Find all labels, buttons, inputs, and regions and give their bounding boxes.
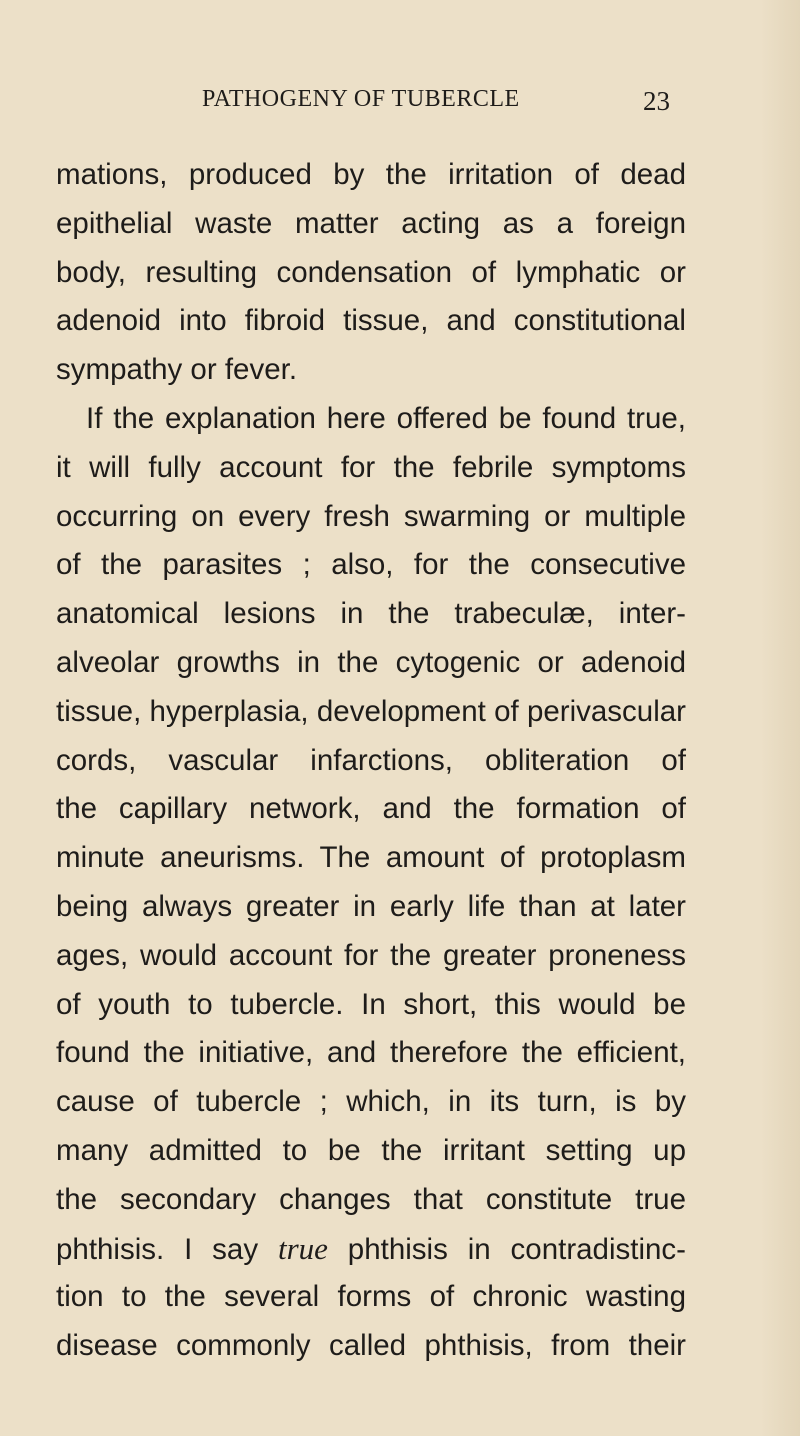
text-line: mations, produced by the irritation of dead bbox=[56, 158, 686, 191]
text-line: the capillary network, and the formation of bbox=[56, 792, 686, 826]
text-line: tion to the several forms of chronic wasting bbox=[56, 1280, 686, 1314]
text-line: occurring on every fresh swarming or multiple bbox=[56, 499, 686, 533]
text-line: being always greater in early life than at later bbox=[56, 889, 686, 923]
text-line: of youth to tubercle. In short, this would be bbox=[56, 987, 686, 1021]
text-line: the secondary changes that constitute true bbox=[56, 1182, 686, 1216]
text-fragment: phthisis in contradistinc- bbox=[327, 1232, 686, 1266]
text-line: epithelial waste matter acting as a foreign bbox=[56, 206, 686, 240]
page-number: 23 bbox=[643, 86, 670, 116]
text-line: body, resulting condensation of lymphatic or bbox=[56, 255, 686, 289]
text-line: tissue, hyperplasia, development of perivascular bbox=[56, 694, 686, 728]
italic-emphasis: true bbox=[277, 1230, 328, 1266]
text-line-with-italic bbox=[56, 1225, 686, 1274]
text-line: cords, vascular infarctions, obliteration of bbox=[56, 743, 686, 777]
text-fragment: phthisis. I say bbox=[56, 1232, 278, 1266]
text-line: anatomical lesions in the trabeculæ, inter- bbox=[56, 597, 686, 631]
text-line: adenoid into fibroid tissue, and constitutional bbox=[56, 304, 686, 338]
text-line: many admitted to be the irritant setting up bbox=[56, 1133, 686, 1167]
running-head bbox=[0, 86, 800, 126]
body-text bbox=[56, 151, 686, 1371]
text-line: minute aneurisms. The amount of protoplasm bbox=[56, 841, 686, 875]
text-line: disease commonly called phthisis, from their bbox=[56, 1329, 686, 1363]
text-line: ages, would account for the greater proneness bbox=[56, 938, 686, 972]
text-line: alveolar growths in the cytogenic or adenoid bbox=[56, 645, 686, 679]
running-title: PATHOGENY OF TUBERCLE bbox=[202, 86, 520, 112]
text-line: cause of tubercle ; which, in its turn, is by bbox=[56, 1085, 686, 1119]
page-edge-shadow bbox=[760, 0, 800, 1436]
text-line: sympathy or fever. bbox=[56, 353, 298, 387]
text-line: of the parasites ; also, for the consecutive bbox=[56, 548, 686, 582]
text-line: found the initiative, and therefore the efficient, bbox=[56, 1036, 686, 1070]
text-line: If the explanation here offered be found true, bbox=[86, 401, 686, 435]
text-line: it will fully account for the febrile symptoms bbox=[56, 450, 686, 484]
